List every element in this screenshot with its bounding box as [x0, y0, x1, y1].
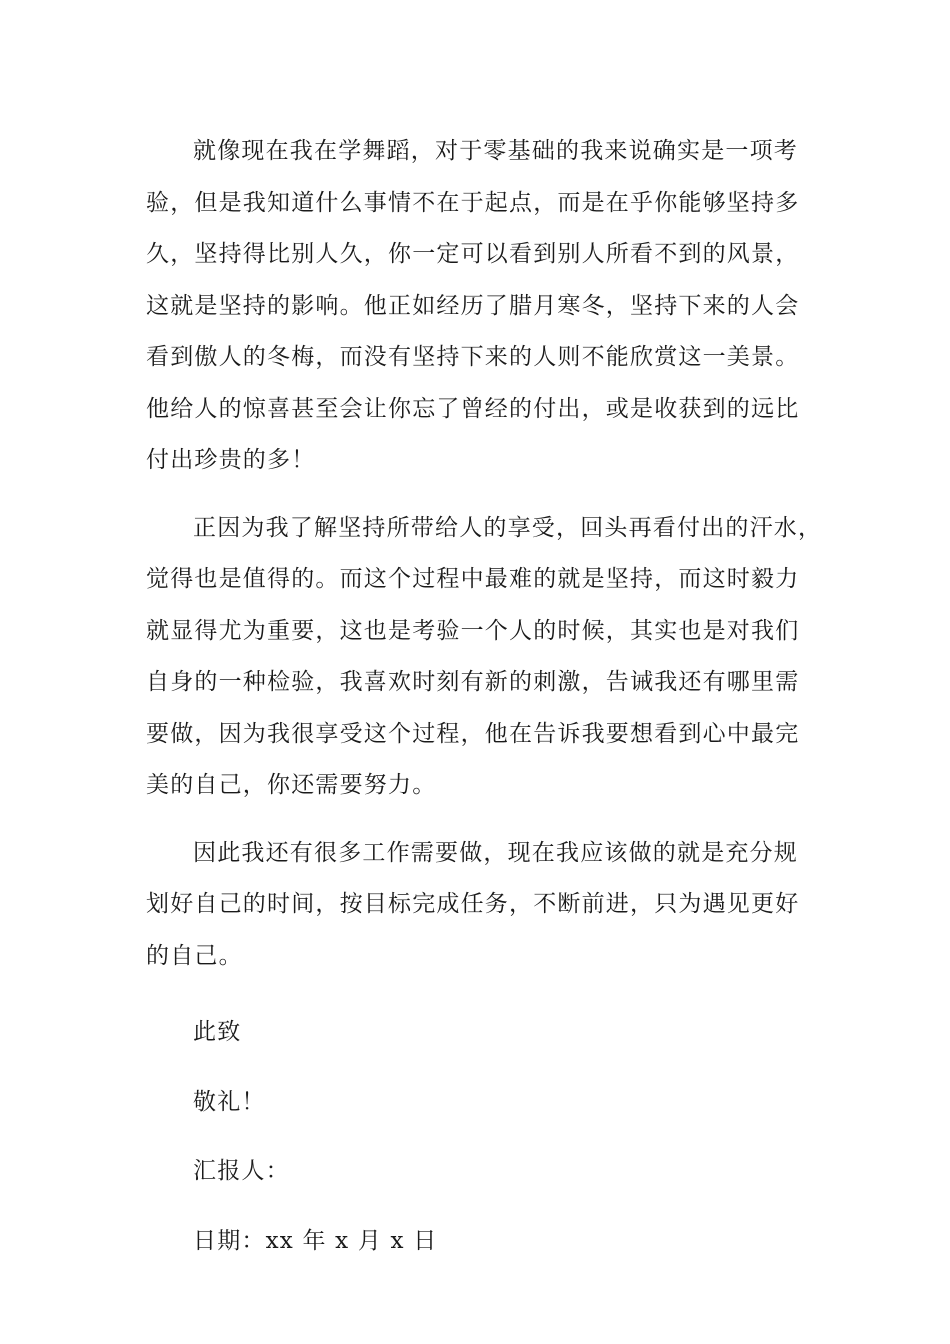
paragraph-2 [146, 503, 823, 812]
paragraph-3 [146, 828, 806, 983]
paragraph-line: 就显得尤为重要，这也是考验一个人的时候，其实也是对我们 [146, 617, 800, 644]
paragraph-line: 要做，因为我很享受这个过程，他在告诉我要想看到心中最完 [146, 720, 800, 747]
paragraph-line: 久，坚持得比别人久，你一定可以看到别人所看不到的风景， [146, 241, 800, 267]
paragraph-line: 付出珍贵的多！ [146, 447, 316, 473]
paragraph-line: 自身的一种检验，我喜欢时刻有新的刺激，告诫我还有哪里需 [146, 669, 800, 695]
paragraph-line: 的自己。 [146, 942, 243, 969]
reporter-label: 汇报人： [193, 1158, 290, 1184]
paragraph-line: 他给人的惊喜甚至会让你忘了曾经的付出，或是收获到的远比 [146, 395, 800, 422]
paragraph-line: 划好自己的时间，按目标完成任务，不断前进，只为遇见更好 [146, 891, 800, 917]
paragraph-line: 因此我还有很多工作需要做，现在我应该做的就是充分规 [193, 839, 798, 866]
paragraph-line: 这就是坚持的影响。他正如经历了腊月寒冬，坚持下来的人会 [146, 292, 800, 319]
paragraph-1 [146, 126, 806, 487]
paragraph-line: 正因为我了解坚持所带给人的享受，回头再看付出的汗水， [193, 514, 823, 541]
paragraph-line: 美的自己，你还需要努力。 [146, 772, 437, 798]
closing-salutation: 此致 [193, 1019, 242, 1045]
date-line: 日期：xx 年 x 月 x 日 [193, 1227, 438, 1254]
paragraph-line: 验，但是我知道什么事情不在于起点，而是在乎你能够坚持多 [146, 189, 800, 216]
paragraph-line: 就像现在我在学舞蹈，对于零基础的我来说确实是一项考 [193, 138, 798, 164]
closing-regards: 敬礼！ [193, 1088, 266, 1115]
paragraph-line: 看到傲人的冬梅，而没有坚持下来的人则不能欣赏这一美景。 [146, 344, 800, 370]
paragraph-line: 觉得也是值得的。而这个过程中最难的就是坚持，而这时毅力 [146, 566, 800, 592]
document-page [146, 126, 823, 1276]
